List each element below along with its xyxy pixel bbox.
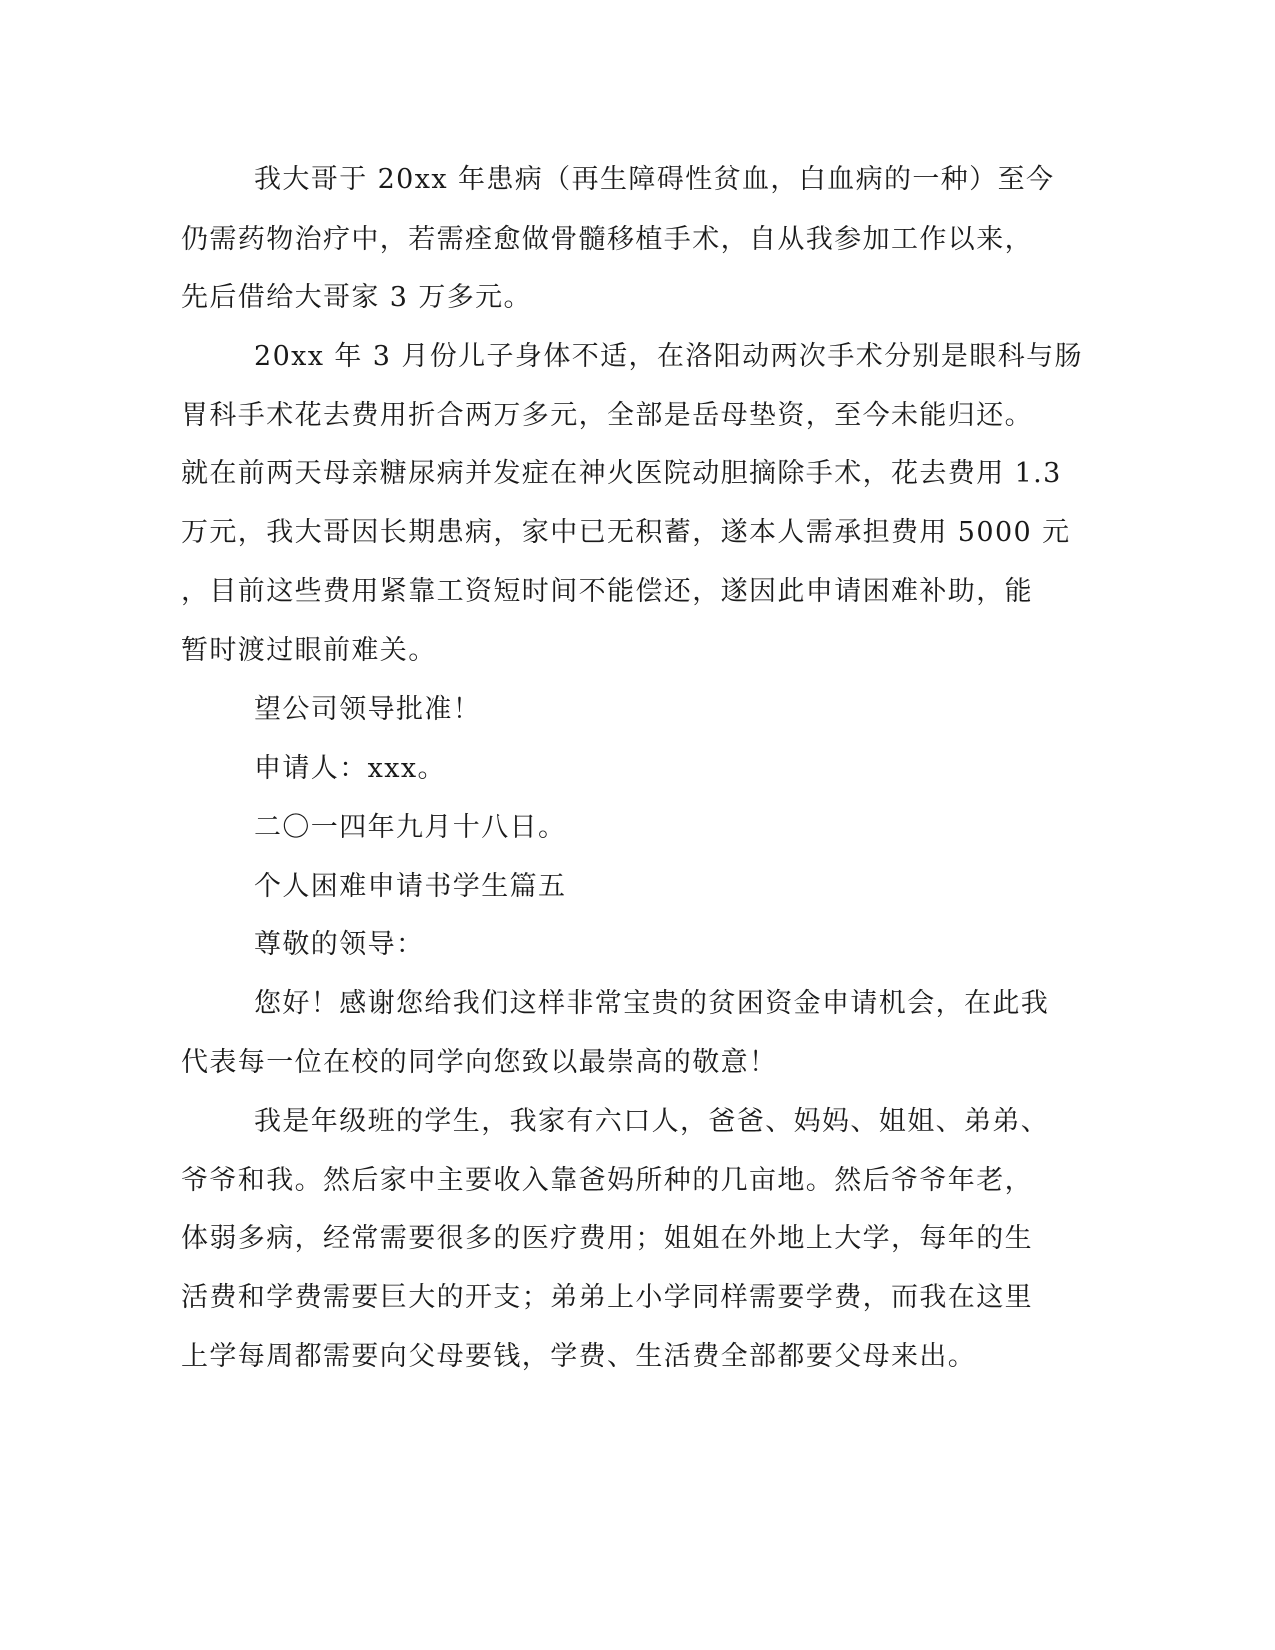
- salutation: 尊敬的领导：: [254, 929, 425, 960]
- paragraph-line: ，目前这些费用紧靠工资短时间不能偿还，遂因此申请困难补助，能: [181, 576, 1033, 607]
- paragraph-line: 就在前两天母亲糖尿病并发症在神火医院动胆摘除手术，花去费用 1.3: [181, 458, 1062, 489]
- date-line: 二〇一四年九月十八日。: [254, 812, 567, 843]
- section-title: 个人困难申请书学生篇五: [254, 871, 567, 902]
- paragraph-line: 20xx 年 3 月份儿子身体不适，在洛阳动两次手术分别是眼科与肠: [254, 341, 1083, 372]
- paragraph-line: 我大哥于 20xx 年患病（再生障碍性贫血，白血病的一种）至今: [254, 164, 1055, 195]
- paragraph-line: 我是年级班的学生，我家有六口人，爸爸、妈妈、姐姐、弟弟、: [254, 1106, 1050, 1137]
- applicant-line: 申请人：xxx。: [254, 753, 446, 784]
- paragraph-line: 胃科手术花去费用折合两万多元，全部是岳母垫资，至今未能归还。: [181, 400, 1033, 431]
- paragraph-line: 上学每周都需要向父母要钱，学费、生活费全部都要父母来出。: [181, 1341, 977, 1372]
- paragraph-line: 先后借给大哥家 3 万多元。: [181, 282, 532, 313]
- paragraph-line: 体弱多病，经常需要很多的医疗费用；姐姐在外地上大学，每年的生: [181, 1223, 1033, 1254]
- approval-request: 望公司领导批准！: [254, 694, 482, 725]
- paragraph-line: 活费和学费需要巨大的开支；弟弟上小学同样需要学费，而我在这里: [181, 1282, 1033, 1313]
- paragraph-line: 爷爷和我。然后家中主要收入靠爸妈所种的几亩地。然后爷爷年老，: [181, 1165, 1033, 1196]
- paragraph-line: 您好！感谢您给我们这样非常宝贵的贫困资金申请机会，在此我: [254, 988, 1050, 1019]
- paragraph-line: 万元，我大哥因长期患病，家中已无积蓄，遂本人需承担费用 5000 元: [181, 517, 1071, 548]
- paragraph-line: 仍需药物治疗中，若需痊愈做骨髓移植手术，自从我参加工作以来，: [181, 224, 1033, 255]
- paragraph-line: 暂时渡过眼前难关。: [181, 635, 437, 666]
- paragraph-line: 代表每一位在校的同学向您致以最崇高的敬意！: [181, 1047, 778, 1078]
